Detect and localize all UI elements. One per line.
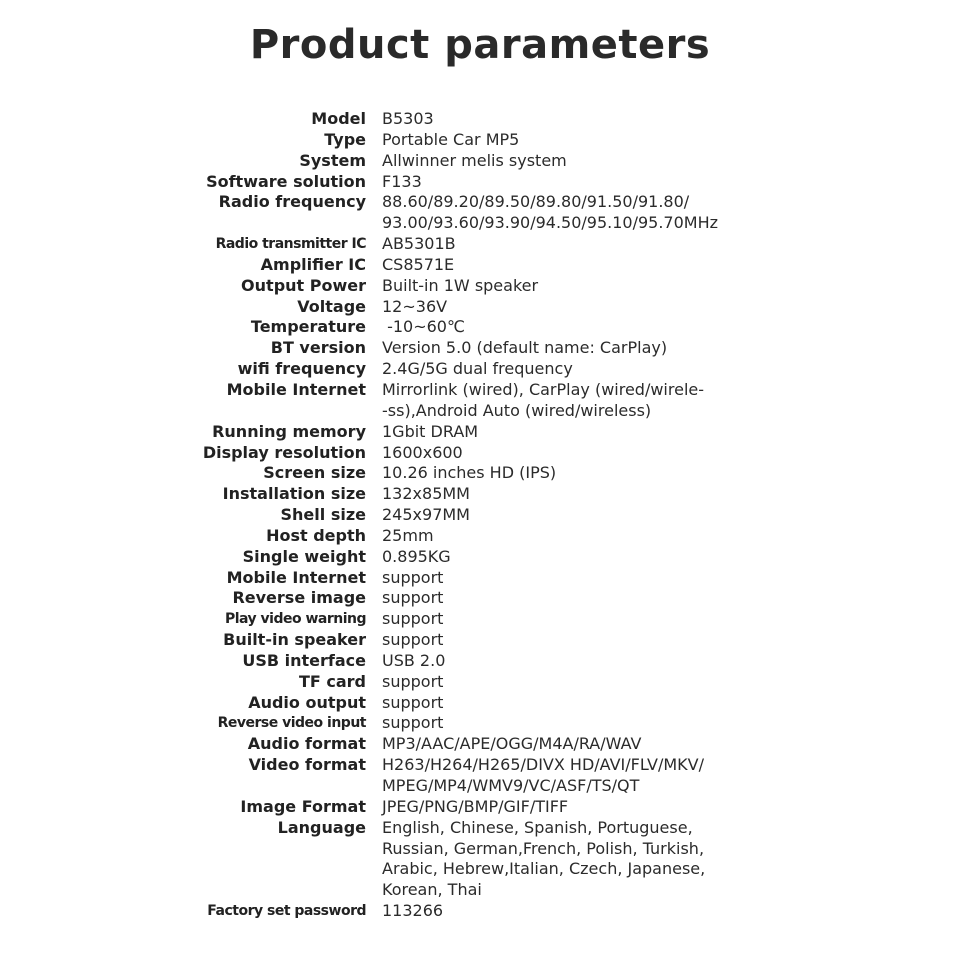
parameter-label: Software solution bbox=[206, 171, 366, 191]
parameter-row bbox=[0, 172, 960, 193]
parameter-row bbox=[0, 463, 960, 484]
parameter-row bbox=[0, 818, 960, 901]
parameter-label: Video format bbox=[248, 755, 366, 775]
parameter-row bbox=[0, 672, 960, 693]
parameter-row bbox=[0, 234, 960, 255]
parameter-row bbox=[0, 568, 960, 589]
parameter-value bbox=[366, 484, 470, 505]
parameter-label: Voltage bbox=[297, 296, 366, 316]
parameter-value bbox=[366, 130, 519, 151]
parameter-label: Audio format bbox=[247, 734, 366, 754]
parameter-value bbox=[366, 630, 443, 651]
parameter-label: Image Format bbox=[240, 796, 366, 816]
parameter-value bbox=[366, 192, 718, 234]
parameter-row bbox=[0, 359, 960, 380]
parameter-value-line: support bbox=[382, 630, 444, 650]
parameter-value bbox=[366, 713, 443, 734]
parameter-row bbox=[0, 484, 960, 505]
parameter-value-line: Version 5.0 (default name: CarPlay) bbox=[382, 338, 668, 358]
parameter-row bbox=[0, 130, 960, 151]
parameter-row bbox=[0, 422, 960, 443]
parameter-value bbox=[366, 526, 434, 547]
parameter-value-line: 0.895KG bbox=[382, 546, 451, 566]
parameter-value bbox=[366, 797, 568, 818]
parameter-value bbox=[366, 297, 447, 318]
parameter-label: Installation size bbox=[222, 484, 366, 504]
parameter-label: Model bbox=[311, 109, 366, 128]
parameter-value-line: 113266 bbox=[382, 901, 444, 921]
parameter-value bbox=[366, 276, 538, 297]
parameter-label: Temperature bbox=[250, 317, 366, 337]
parameter-row bbox=[0, 588, 960, 609]
parameter-value-line: Built-in 1W speaker bbox=[382, 275, 539, 295]
parameter-value bbox=[366, 443, 463, 464]
parameter-row bbox=[0, 276, 960, 297]
parameter-value-line: support bbox=[382, 671, 444, 691]
parameter-label: BT version bbox=[270, 338, 366, 358]
parameter-value-line: -10~60℃ bbox=[382, 317, 465, 337]
parameter-value bbox=[366, 901, 443, 922]
parameter-value bbox=[366, 693, 443, 714]
parameter-value-line: 88.60/89.20/89.50/89.80/91.50/91.80/ bbox=[382, 192, 690, 212]
parameter-value bbox=[366, 422, 478, 443]
parameter-value-line: 2.4G/5G dual frequency bbox=[382, 359, 573, 379]
parameter-label: Shell size bbox=[280, 505, 366, 525]
parameter-value-line: 1Gbit DRAM bbox=[382, 421, 479, 441]
parameter-label: Single weight bbox=[242, 546, 366, 566]
page-title: Product parameters bbox=[249, 22, 711, 68]
parameter-value-line: Korean, Thai bbox=[382, 880, 482, 900]
parameter-label: Built-in speaker bbox=[223, 630, 366, 650]
parameter-value bbox=[366, 547, 451, 568]
parameter-label: USB interface bbox=[242, 650, 366, 670]
parameter-value bbox=[366, 255, 454, 276]
parameter-value bbox=[366, 568, 443, 589]
parameter-value bbox=[366, 651, 445, 672]
parameter-value bbox=[366, 588, 443, 609]
parameter-value-line: Portable Car MP5 bbox=[382, 129, 520, 149]
parameter-row bbox=[0, 317, 960, 338]
parameter-label: Screen size bbox=[263, 463, 366, 483]
parameter-value bbox=[366, 172, 422, 193]
parameter-row bbox=[0, 713, 960, 734]
parameter-row bbox=[0, 755, 960, 797]
parameter-value-line: support bbox=[382, 588, 444, 608]
parameter-value-line: 10.26 inches HD (IPS) bbox=[382, 463, 557, 483]
parameter-value bbox=[366, 734, 641, 755]
parameter-value-line: Arabic, Hebrew,Italian, Czech, Japanese, bbox=[382, 859, 706, 879]
parameter-label: Mobile Internet bbox=[226, 567, 366, 587]
parameter-label: Mobile Internet bbox=[226, 379, 366, 399]
parameter-label: Radio transmitter IC bbox=[215, 236, 366, 253]
parameter-value bbox=[366, 818, 705, 901]
parameter-row bbox=[0, 630, 960, 651]
parameter-value-line: 245x97MM bbox=[382, 505, 470, 525]
parameter-value bbox=[366, 609, 443, 630]
parameter-row bbox=[0, 693, 960, 714]
parameters-table bbox=[0, 109, 960, 922]
parameter-label: Host depth bbox=[266, 525, 366, 545]
parameter-value bbox=[366, 234, 456, 255]
parameter-label: Factory set password bbox=[207, 903, 366, 920]
parameter-value bbox=[366, 338, 667, 359]
parameter-row bbox=[0, 526, 960, 547]
parameter-row bbox=[0, 297, 960, 318]
parameter-value-line: JPEG/PNG/BMP/GIF/TIFF bbox=[382, 796, 569, 816]
parameter-row bbox=[0, 338, 960, 359]
parameter-value-line: Allwinner melis system bbox=[382, 150, 567, 170]
parameter-value-line: F133 bbox=[382, 171, 422, 191]
parameter-label: Reverse video input bbox=[217, 715, 366, 732]
parameter-value-line: MPEG/MP4/WMV9/VC/ASF/TS/QT bbox=[382, 776, 640, 795]
parameter-row bbox=[0, 609, 960, 630]
parameter-row bbox=[0, 255, 960, 276]
parameter-label: Type bbox=[324, 129, 366, 149]
parameter-row bbox=[0, 151, 960, 172]
parameter-value-line: CS8571E bbox=[382, 254, 455, 274]
parameter-row bbox=[0, 109, 960, 130]
parameter-value-line: support bbox=[382, 567, 444, 587]
parameter-value-line: Mirrorlink (wired), CarPlay (wired/wirele- bbox=[382, 379, 704, 399]
parameter-value bbox=[366, 505, 470, 526]
parameter-value-line: English, Chinese, Spanish, Portuguese, bbox=[382, 817, 693, 837]
parameter-label: Reverse image bbox=[232, 588, 366, 608]
parameter-label: System bbox=[299, 150, 366, 170]
parameter-value-line: 12~36V bbox=[382, 296, 448, 316]
parameter-label: TF card bbox=[298, 671, 366, 691]
parameter-value bbox=[366, 672, 443, 693]
parameter-value-line: support bbox=[382, 713, 444, 733]
parameter-value-line: B5303 bbox=[382, 109, 434, 128]
parameter-value-line: support bbox=[382, 692, 444, 712]
parameter-value bbox=[366, 755, 704, 797]
parameter-label: Display resolution bbox=[202, 442, 366, 462]
parameter-value-line: Russian, German,French, Polish, Turkish, bbox=[382, 838, 705, 858]
parameter-value-line: USB 2.0 bbox=[382, 650, 446, 670]
parameter-row bbox=[0, 547, 960, 568]
parameter-label: Running memory bbox=[212, 421, 366, 441]
parameter-row bbox=[0, 443, 960, 464]
parameter-value bbox=[366, 380, 704, 422]
parameter-value bbox=[366, 463, 556, 484]
parameter-label: Radio frequency bbox=[218, 192, 366, 212]
parameter-label: wifi frequency bbox=[237, 359, 366, 379]
parameter-value-line: H263/H264/H265/DIVX HD/AVI/FLV/MKV/ bbox=[382, 755, 704, 775]
parameter-value-line: 1600x600 bbox=[382, 442, 463, 462]
parameter-label: Language bbox=[277, 817, 366, 837]
parameter-row bbox=[0, 505, 960, 526]
parameter-row bbox=[0, 797, 960, 818]
parameter-value bbox=[366, 359, 573, 380]
parameter-row bbox=[0, 192, 960, 234]
parameter-value-line: -ss),Android Auto (wired/wireless) bbox=[382, 400, 652, 420]
parameter-row bbox=[0, 734, 960, 755]
parameter-value-line: 93.00/93.60/93.90/94.50/95.10/95.70MHz bbox=[382, 213, 719, 233]
parameter-label: Output Power bbox=[241, 275, 366, 295]
parameter-row bbox=[0, 901, 960, 922]
parameter-value-line: MP3/AAC/APE/OGG/M4A/RA/WAV bbox=[382, 734, 642, 754]
parameter-row bbox=[0, 651, 960, 672]
parameter-label: Audio output bbox=[248, 692, 366, 712]
parameter-value-line: 25mm bbox=[382, 525, 434, 545]
parameter-value-line: AB5301B bbox=[382, 234, 456, 254]
parameter-label: Amplifier IC bbox=[260, 254, 366, 274]
parameter-label: Play video warning bbox=[224, 611, 366, 628]
parameter-value bbox=[366, 151, 567, 172]
parameter-value-line: support bbox=[382, 609, 444, 629]
parameter-row bbox=[0, 380, 960, 422]
parameter-value bbox=[366, 317, 465, 338]
parameter-value bbox=[366, 109, 434, 130]
parameter-value-line: 132x85MM bbox=[382, 484, 470, 504]
